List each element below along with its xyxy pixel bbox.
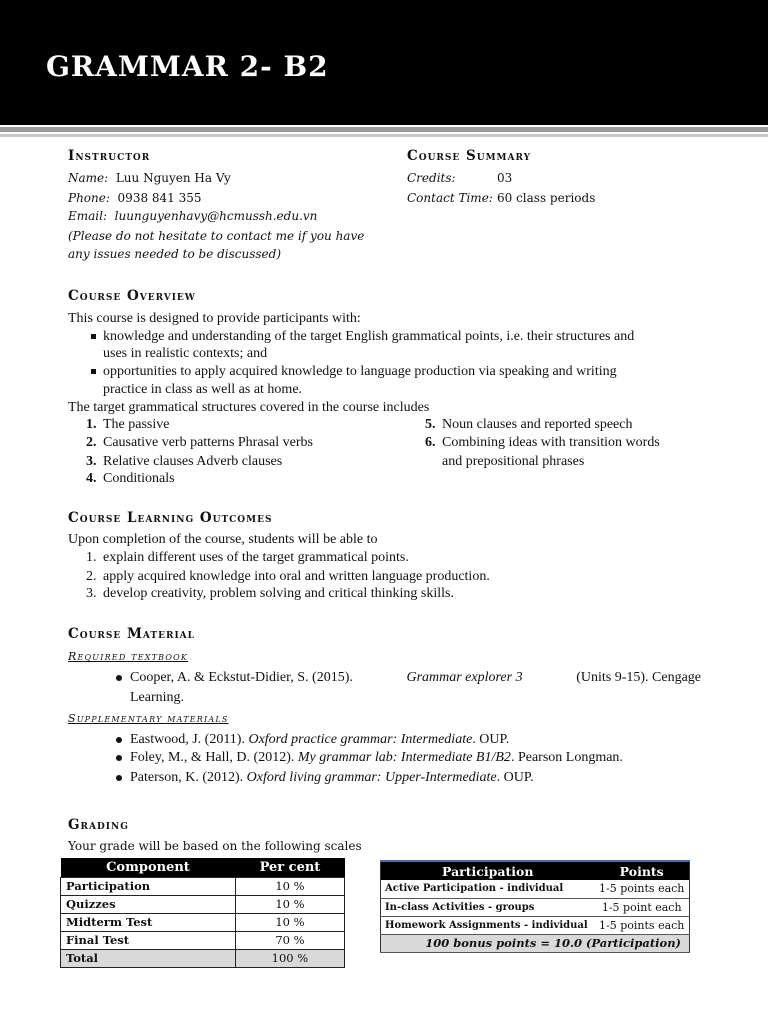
overview-bullet2-line2: practice in class as well as at home. (103, 382, 303, 397)
structure-num: 4. (86, 471, 97, 486)
table-row (61, 931, 345, 949)
column-header: Points (594, 861, 689, 880)
overview-heading: Course Overview (68, 288, 196, 304)
structure-item: The passive (103, 417, 170, 432)
structure-item: Noun clauses and reported speech (442, 417, 633, 432)
table-row (61, 895, 345, 913)
table-header-row (381, 861, 690, 880)
grading-heading: Grading (68, 817, 129, 833)
table-row (381, 916, 690, 934)
column-header: Participation (381, 861, 595, 880)
component-cell: Midterm Test (61, 913, 236, 931)
component-cell: Final Test (61, 931, 236, 949)
outcomes-heading: Course Learning Outcomes (68, 510, 273, 526)
percent-cell: 10 % (235, 895, 344, 913)
required-book-title: Grammar explorer 3 (406, 670, 523, 685)
title-banner (0, 0, 768, 125)
supplementary-item (130, 750, 623, 766)
required-citation-pre: Cooper, A. & Eckstut-Didier, S. (2015). (130, 670, 353, 685)
percent-cell: 10 % (235, 877, 344, 895)
supplementary-item (130, 732, 509, 748)
structure-item: Conditionals (103, 471, 175, 486)
table-row (381, 880, 690, 898)
bullet-square-icon (91, 369, 96, 374)
participation-points-table (380, 860, 690, 953)
structure-num: 1. (86, 417, 97, 432)
table-row (61, 877, 345, 895)
grading-components-table (60, 858, 345, 968)
citation-post: . OUP. (496, 770, 534, 785)
divider (0, 127, 768, 132)
citation-title: Oxford living grammar: Upper-Intermediate (246, 770, 497, 785)
structure-num: 3. (86, 454, 97, 469)
page-title: GRAMMAR 2- B2 (46, 50, 329, 83)
table-total-row (61, 949, 345, 967)
instructor-phone-row (68, 191, 202, 205)
column-header: Component (61, 858, 236, 877)
required-textbook-line2: Learning. (130, 690, 185, 705)
citation-title: Oxford practice grammar: Intermediate (248, 732, 473, 747)
instructor-heading: Instructor (68, 148, 151, 164)
supplementary-label: Supplementary materials (68, 712, 229, 725)
contact-time-label: Contact Time: (407, 191, 493, 205)
bullet-dot-icon (116, 775, 122, 781)
citation-post: . Pearson Longman. (510, 750, 623, 765)
outcome-item: develop creativity, problem solving and critical thinking skills. (103, 586, 454, 601)
name-label: Name: (68, 171, 109, 185)
instructor-name: Luu Nguyen Ha Vy (115, 171, 231, 185)
bullet-dot-icon (116, 755, 122, 761)
credits-value: 03 (497, 171, 513, 185)
outcome-item: apply acquired knowledge into oral and written language production. (103, 569, 490, 584)
activity-cell: In-class Activities - groups (381, 898, 595, 916)
required-textbook-line1 (130, 670, 701, 686)
summary-heading: Course Summary (407, 148, 532, 164)
instructor-email[interactable]: luunguyenhavy@hcmussh.edu.vn (114, 209, 318, 223)
supplementary-item (130, 770, 534, 786)
bullet-dot-icon (116, 737, 122, 743)
structures-intro: The target grammatical structures covered in the course includes (68, 400, 430, 415)
outcome-num: 1. (86, 550, 97, 565)
outcome-num: 2. (86, 569, 97, 584)
citation-post: . OUP. (472, 732, 510, 747)
structure-item: and prepositional phrases (442, 454, 585, 469)
divider (0, 134, 768, 137)
required-textbook-label: Required textbook (68, 650, 189, 663)
structure-num: 2. (86, 435, 97, 450)
required-citation-post: (Units 9-15). Cengage (576, 670, 701, 685)
material-heading: Course Material (68, 626, 195, 642)
structure-item: Relative clauses Adverb clauses (103, 454, 283, 469)
email-label: Email: (68, 209, 108, 223)
outcome-num: 3. (86, 586, 97, 601)
overview-intro: This course is designed to provide participants with: (68, 311, 361, 326)
structure-item: Combining ideas with transition words (442, 435, 660, 450)
component-cell: Quizzes (61, 895, 236, 913)
points-cell: 1-5 point each (594, 898, 689, 916)
bonus-row (381, 934, 690, 952)
percent-cell: 70 % (235, 931, 344, 949)
component-cell: Total (61, 949, 236, 967)
component-cell: Participation (61, 877, 236, 895)
overview-bullet1-line2: uses in realistic contexts; and (103, 346, 268, 361)
table-row (61, 913, 345, 931)
citation-title: My grammar lab: Intermediate B1/B2 (297, 750, 511, 765)
citation-pre: Foley, M., & Hall, D. (2012). (130, 750, 298, 765)
table-row (381, 898, 690, 916)
citation-pre: Eastwood, J. (2011). (130, 732, 249, 747)
overview-bullet2-line1: opportunities to apply acquired knowledge to language production via speaking and writing (103, 364, 617, 379)
instructor-email-row (68, 209, 317, 223)
points-cell: 1-5 points each (594, 916, 689, 934)
percent-cell: 10 % (235, 913, 344, 931)
column-header: Per cent (235, 858, 344, 877)
grading-intro: Your grade will be based on the following scales (68, 839, 362, 853)
bullet-dot-icon (116, 675, 122, 681)
instructor-note-line2: any issues needed to be discussed) (68, 247, 282, 261)
structure-num: 6. (425, 435, 436, 450)
outcome-item: explain different uses of the target grammatical points. (103, 550, 409, 565)
credits-label: Credits: (407, 171, 456, 185)
instructor-name-row (68, 171, 231, 185)
percent-cell: 100 % (235, 949, 344, 967)
table-header-row (61, 858, 345, 877)
activity-cell: Active Participation - individual (381, 880, 595, 898)
instructor-phone: 0938 841 355 (117, 191, 202, 205)
structure-item: Causative verb patterns Phrasal verbs (103, 435, 313, 450)
overview-bullet1-line1: knowledge and understanding of the target English grammatical points, i.e. their structures and (103, 329, 635, 344)
outcomes-intro: Upon completion of the course, students will be able to (68, 532, 378, 547)
phone-label: Phone: (68, 191, 110, 205)
citation-pre: Paterson, K. (2012). (130, 770, 247, 785)
structure-num: 5. (425, 417, 436, 432)
bullet-square-icon (91, 334, 96, 339)
points-cell: 1-5 points each (594, 880, 689, 898)
contact-time-value: 60 class periods (497, 191, 596, 205)
instructor-note-line1: (Please do not hesitate to contact me if you have (68, 229, 365, 243)
bonus-note: 100 bonus points = 10.0 (Participation) (381, 934, 690, 952)
activity-cell: Homework Assignments - individual (381, 916, 595, 934)
